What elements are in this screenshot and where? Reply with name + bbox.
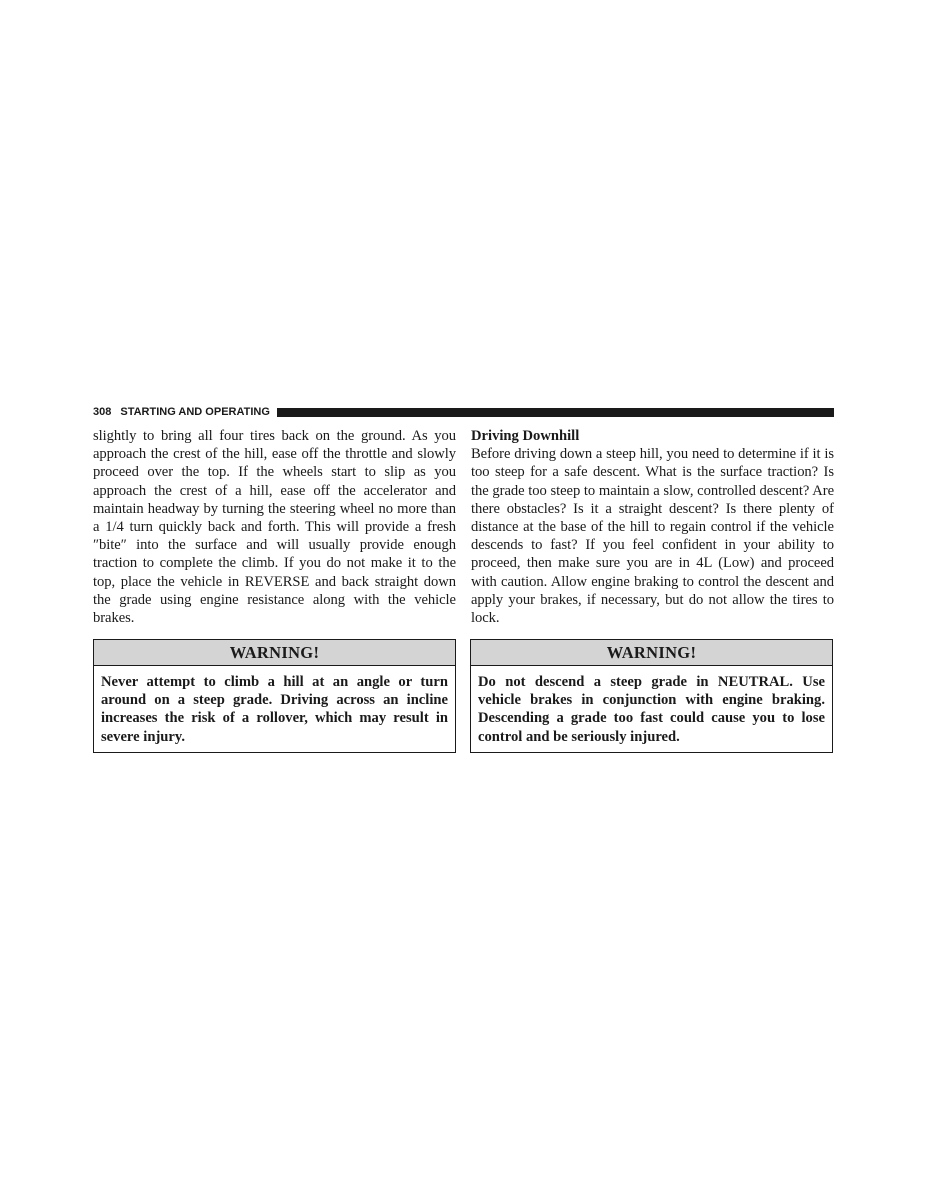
warning-title: WARNING! bbox=[471, 640, 832, 666]
warning-text: Do not descend a steep grade in NEUTRAL. Use vehicle brakes in conjunction with engine braking. Descending a grade too fast could cause you to lose control and be seriously injured. bbox=[478, 674, 825, 745]
header-rule bbox=[277, 408, 834, 417]
warning-title: WARNING! bbox=[94, 640, 455, 666]
driving-downhill-paragraph: Before driving down a steep hill, you need to determine if it is too steep for a safe descent. What is the surface traction? Is the grade too steep to maintain a slow, controlled descent? Are there obstacles? Is it a straight descent? Is there plenty of distance at the base of the hill to regain control if the vehicle descends to fast? If you feel confident in your ability to proceed, then make sure you are in 4L (Low) and proceed with caution. Allow engine braking to control the descent and apply your brakes, if necessary, but do not allow the tires to lock. bbox=[471, 446, 834, 627]
page-header bbox=[93, 405, 834, 419]
page-number: 308 bbox=[93, 406, 112, 418]
driving-downhill-heading: Driving Downhill bbox=[471, 428, 580, 444]
warning-box-uphill bbox=[93, 639, 456, 753]
left-column bbox=[93, 427, 456, 627]
right-column bbox=[471, 427, 834, 627]
warning-text: Never attempt to climb a hill at an angle or turn around on a steep grade. Driving across an incline increases the risk of a rollover, which may result in severe injury. bbox=[101, 674, 448, 745]
uphill-continued-paragraph: slightly to bring all four tires back on the ground. As you approach the crest of the hill, ease off the throttle and slowly proceed over the top. If the wheels start to slip as you approach the crest of a hill, ease off the accelerator and maintain headway by turning the steering wheel no more than a 1/4 turn quickly back and forth. This will provide a fresh ″bite″ into the surface and will usually provide enough traction to complete the climb. If you do not make it to the top, place the vehicle in REVERSE and back straight down the grade using engine resistance along with the vehicle brakes. bbox=[93, 428, 456, 627]
warning-box-downhill bbox=[470, 639, 833, 753]
section-title: STARTING AND OPERATING bbox=[120, 406, 270, 418]
